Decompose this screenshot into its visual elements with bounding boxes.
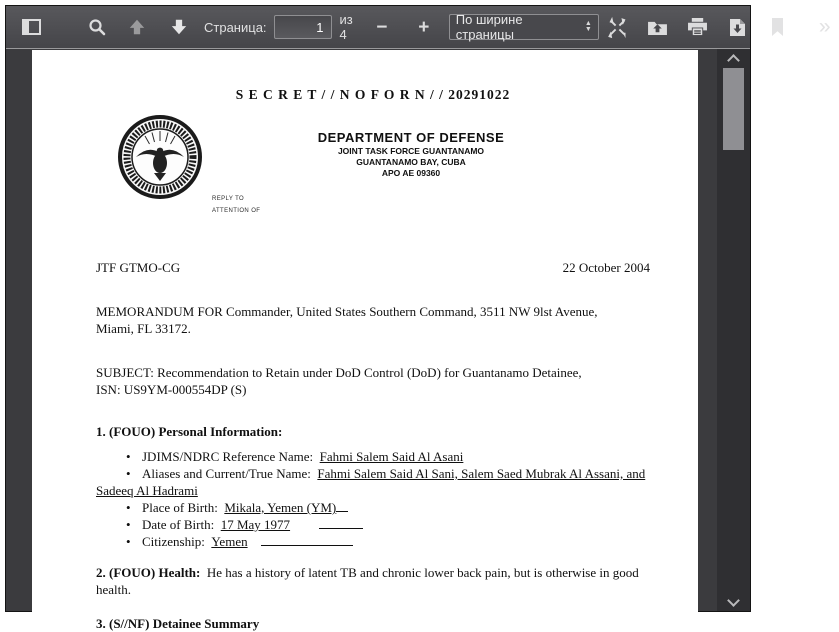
bullet-label: Place of Birth:: [142, 500, 218, 515]
bullet-icon: •: [126, 449, 131, 464]
presentation-mode-button[interactable]: [603, 12, 633, 42]
document-content: [32, 50, 698, 632]
dod-sub1: JOINT TASK FORCE GUANTANAMO: [337, 146, 485, 156]
zoom-scale-value: По ширине страницы: [455, 12, 523, 42]
letterhead-text: [266, 129, 556, 179]
zoom-out-button[interactable]: [367, 12, 397, 42]
chevron-down-icon: [727, 594, 740, 607]
bullet-icon: •: [126, 466, 131, 481]
search-icon: [88, 18, 106, 36]
section1-heading: [96, 423, 650, 440]
list-item: [96, 448, 650, 465]
bullet-value: Yemen: [211, 534, 248, 549]
more-tools-button[interactable]: [809, 12, 839, 42]
arrow-up-icon: [128, 18, 146, 36]
subject-line2: ISN: US9YM-000554DP (S): [96, 382, 247, 397]
reply-to-label: REPLY TO: [212, 196, 245, 202]
pdf-page: [32, 50, 698, 631]
sidebar-toggle-icon: [22, 19, 41, 35]
bullet-label: JDIMS/NDRC Reference Name:: [142, 449, 314, 464]
bullet-value: Mikala, Yemen (YM): [224, 500, 348, 515]
scrollbar-thumb[interactable]: [723, 68, 744, 150]
scroll-down-button[interactable]: [717, 594, 750, 611]
attention-of-label: ATTENTION OF: [212, 208, 261, 214]
letterhead: [96, 113, 650, 235]
bullet-label: Aliases and Current/True Name:: [142, 466, 311, 481]
chevron-up-icon: [727, 54, 740, 67]
subject-paragraph: [96, 364, 650, 398]
select-arrows-icon: ▲ ▼: [584, 20, 592, 33]
find-button[interactable]: [82, 12, 112, 42]
previous-page-button[interactable]: [122, 12, 152, 42]
dod-sub3: APO AE 09360: [381, 168, 441, 178]
folder-open-icon: [647, 19, 668, 36]
memo-line1: MEMORANDUM FOR Commander, United States Southern Command, 3511 NW 9lst Avenue,: [96, 304, 598, 319]
open-file-button[interactable]: [643, 12, 673, 42]
page-count-label: из 4: [339, 12, 353, 42]
dod-sub2: GUANTANAMO BAY, CUBA: [356, 157, 466, 167]
bullet-value: Fahmi Salem Said Al Asani: [319, 449, 464, 464]
next-page-button[interactable]: [164, 12, 194, 42]
printer-icon: [687, 18, 708, 36]
double-chevron-icon: »: [818, 15, 829, 38]
vertical-scrollbar[interactable]: [717, 49, 750, 611]
plus-icon: +: [418, 16, 430, 38]
sidebar-toggle-button[interactable]: [16, 12, 46, 42]
page-number-input[interactable]: [274, 15, 332, 39]
print-button[interactable]: [683, 12, 713, 42]
bullet-icon: •: [126, 534, 131, 549]
classification-banner: S E C R E T / / N O F O R N / / 20291022: [235, 87, 511, 102]
dod-seal-icon: [118, 115, 202, 199]
section2-text: He has a history of latent TB and chronic lower back pain, but is otherwise in good health.: [96, 565, 639, 597]
download-icon: [729, 18, 746, 37]
section3-heading: 3. (S//NF) Detainee Summary: [96, 616, 260, 631]
arrow-down-icon: [170, 18, 188, 36]
toolbar: [6, 6, 829, 49]
list-item: [96, 533, 650, 550]
memo-for-paragraph: [96, 303, 650, 337]
current-view-button[interactable]: [763, 12, 793, 42]
list-item: [96, 499, 650, 516]
personal-info-list: [96, 448, 650, 550]
scroll-up-button[interactable]: [717, 49, 750, 66]
zoom-scale-select[interactable]: [449, 14, 599, 40]
bookmark-icon: [771, 18, 784, 36]
download-button[interactable]: [723, 12, 753, 42]
office-symbol: JTF GTMO-CG: [96, 260, 181, 275]
section1-heading-tail: :: [277, 424, 283, 439]
bullet-icon: •: [126, 517, 131, 532]
section1-heading-bold: 1. (FOUO) Personal Information: [96, 424, 278, 439]
zoom-in-button[interactable]: [409, 12, 439, 42]
health-paragraph: [96, 564, 650, 598]
dod-title: DEPARTMENT OF DEFENSE: [317, 130, 505, 145]
expand-arrows-icon: [608, 18, 627, 37]
viewer-area: [6, 49, 750, 631]
bullet-value: 17 May 1977: [220, 517, 291, 532]
section2-heading-bold: 2. (FOUO) Health:: [96, 565, 201, 580]
list-item: [96, 465, 650, 499]
page-label: Страница:: [204, 19, 267, 35]
pdf-viewer-window: [5, 5, 829, 631]
reply-to-block: [212, 193, 260, 217]
office-date-row: [96, 259, 650, 276]
bullet-label: Date of Birth:: [142, 517, 215, 532]
bullet-value: Fahmi Salem Said Al Sani, Salem Saed Mubrak Al Assani, and Sadeeq Al Hadrami: [96, 466, 646, 498]
minus-icon: −: [376, 16, 388, 38]
subject-line1: SUBJECT: Recommendation to Retain under DoD Control (DoD) for Guantanamo Detainee,: [96, 365, 582, 380]
memo-line2: Miami, FL 33172.: [96, 321, 191, 336]
bullet-icon: •: [126, 500, 131, 515]
document-date: 22 October 2004: [562, 260, 650, 275]
list-item: [96, 516, 650, 533]
bullet-label: Citizenship:: [142, 534, 205, 549]
